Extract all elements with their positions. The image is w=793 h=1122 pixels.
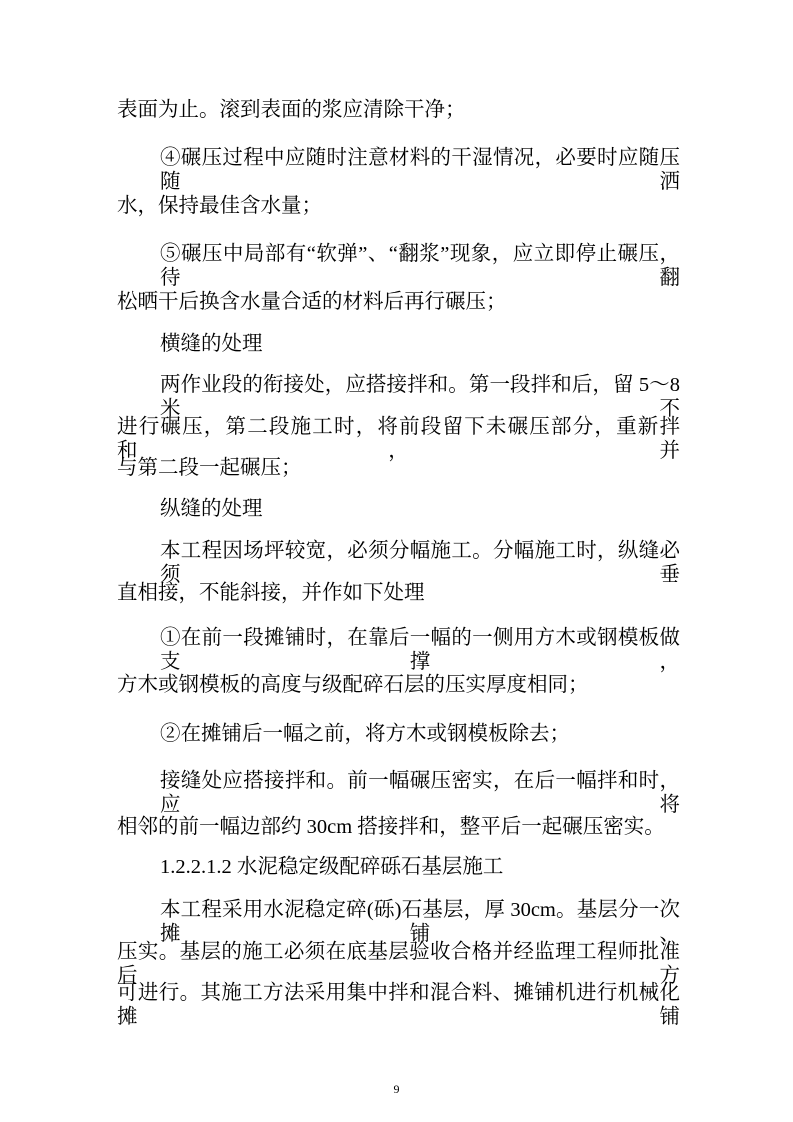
paragraph-line: 两作业段的衔接处，应搭接拌和。第一段拌和后，留 5～8 米不 <box>160 374 680 420</box>
paragraph-line: 可进行。其施工方法采用集中拌和混合料、摊铺机进行机械化摊铺 <box>117 982 680 1028</box>
paragraph-line: 相邻的前一幅边部约 30cm 搭接拌和，整平后一起碾压密实。 <box>117 816 665 838</box>
section-heading: 1.2.2.1.2 水泥稳定级配碎砾石基层施工 <box>160 856 504 878</box>
paragraph-line: 与第二段一起碾压； <box>117 457 302 479</box>
section-heading: 纵缝的处理 <box>160 498 263 520</box>
paragraph-line: ⑤碾压中局部有“软弹”、“翻浆”现象，应立即停止碾压，待翻 <box>160 243 680 289</box>
paragraph-line: 本工程采用水泥稳定碎(砾)石基层，厚 30cm。基层分一次摊铺、 <box>160 899 680 945</box>
paragraph-line: 进行碾压，第二段施工时，将前段留下未碾压部分，重新拌和，并 <box>117 416 680 462</box>
paragraph-line: 表面为止。滚到表面的浆应清除干净； <box>117 99 466 121</box>
paragraph-line: 接缝处应搭接拌和。前一幅碾压密实，在后一幅拌和时，应将 <box>160 770 680 816</box>
paragraph-line: ②在摊铺后一幅之前，将方木或钢模板除去； <box>160 723 570 745</box>
paragraph-line: 直相接，不能斜接，并作如下处理 <box>117 582 425 604</box>
section-heading: 横缝的处理 <box>160 333 263 355</box>
paragraph-line: ④碾压过程中应随时注意材料的干湿情况，必要时应随压随洒 <box>160 147 680 193</box>
paragraph-line: 压实。基层的施工必须在底基层验收合格并经监理工程师批准后方 <box>117 941 680 987</box>
paragraph-line: 本工程因场坪较宽，必须分幅施工。分幅施工时，纵缝必须垂 <box>160 540 680 586</box>
paragraph-line: 松晒干后换含水量合适的材料后再行碾压； <box>117 291 507 313</box>
page-number: 9 <box>393 1082 400 1096</box>
paragraph-line: ①在前一段摊铺时，在靠后一幅的一侧用方木或钢模板做支撑， <box>160 627 680 673</box>
paragraph-line: 水，保持最佳含水量； <box>117 195 322 217</box>
paragraph-line: 方木或钢模板的高度与级配碎石层的压实厚度相同； <box>117 674 589 696</box>
